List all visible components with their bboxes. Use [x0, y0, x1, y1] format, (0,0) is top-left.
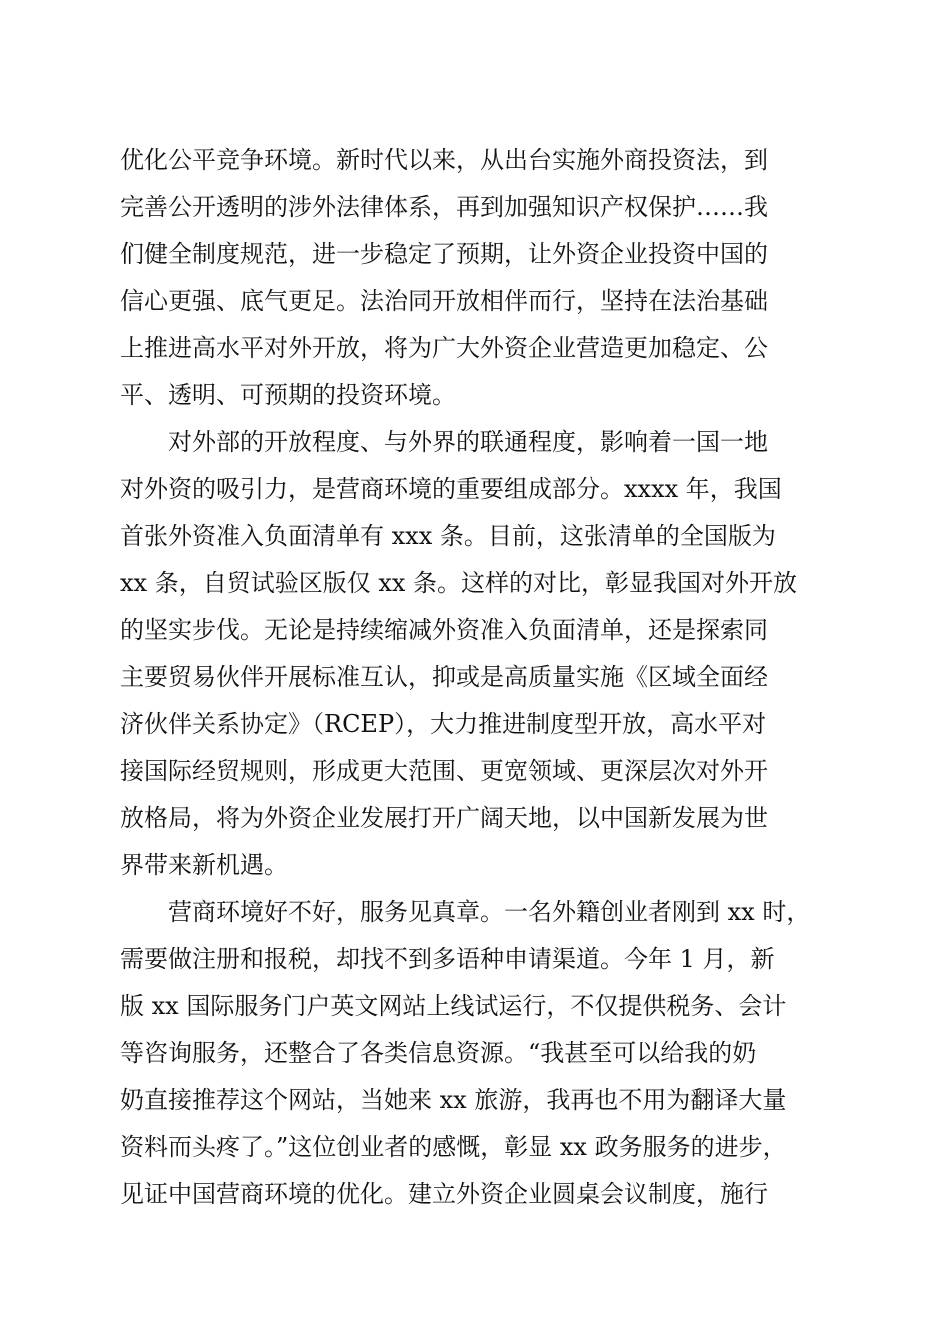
text-line: 上推进高水平对外开放，将为广大外资企业营造更加稳定、公	[120, 334, 768, 362]
text-line: 主要贸易伙伴开展标准互认，抑或是高质量实施《区域全面经	[120, 663, 768, 691]
text-line: 们健全制度规范，进一步稳定了预期，让外资企业投资中国的	[120, 240, 768, 268]
text-line: 见证中国营商环境的优化。建立外资企业圆桌会议制度，施行	[120, 1180, 768, 1208]
text-line: 需要做注册和报税，却找不到多语种申请渠道。今年 1 月，新	[120, 945, 775, 973]
paragraph-first-line: 对外部的开放程度、与外界的联通程度，影响着一国一地	[168, 428, 768, 456]
text-line: xx 条，自贸试验区版仅 xx 条。这样的对比，彰显我国对外开放	[120, 569, 798, 597]
text-line: 首张外资准入负面清单有 xxx 条。目前，这张清单的全国版为	[120, 522, 776, 550]
text-line: 奶直接推荐这个网站，当她来 xx 旅游，我再也不用为翻译大量	[120, 1086, 787, 1114]
text-line: 资料而头疼了。”这位创业者的感慨，彰显 xx 政务服务的进步，	[120, 1133, 787, 1161]
text-line: 优化公平竞争环境。新时代以来，从出台实施外商投资法，到	[120, 146, 768, 174]
text-line: 放格局，将为外资企业发展打开广阔天地，以中国新发展为世	[120, 804, 768, 832]
text-line: 界带来新机遇。	[120, 851, 288, 879]
text-line: 信心更强、底气更足。法治同开放相伴而行，坚持在法治基础	[120, 287, 768, 315]
text-line: 济伙伴关系协定》（RCEP），大力推进制度型开放，高水平对	[120, 710, 767, 738]
paragraph-first-line: 营商环境好不好，服务见真章。一名外籍创业者刚到 xx 时，	[168, 898, 811, 926]
text-line: 等咨询服务，还整合了各类信息资源。“我甚至可以给我的奶	[120, 1039, 757, 1067]
text-line: 完善公开透明的涉外法律体系，再到加强知识产权保护……我	[120, 193, 768, 221]
text-line: 对外资的吸引力，是营商环境的重要组成部分。xxxx 年，我国	[120, 475, 782, 503]
text-line: 的坚实步伐。无论是持续缩减外资准入负面清单，还是探索同	[120, 616, 768, 644]
text-line: 版 xx 国际服务门户英文网站上线试运行，不仅提供税务、会计	[120, 992, 787, 1020]
text-line: 平、透明、可预期的投资环境。	[120, 381, 456, 409]
text-line: 接国际经贸规则，形成更大范围、更宽领域、更深层次对外开	[120, 757, 768, 785]
